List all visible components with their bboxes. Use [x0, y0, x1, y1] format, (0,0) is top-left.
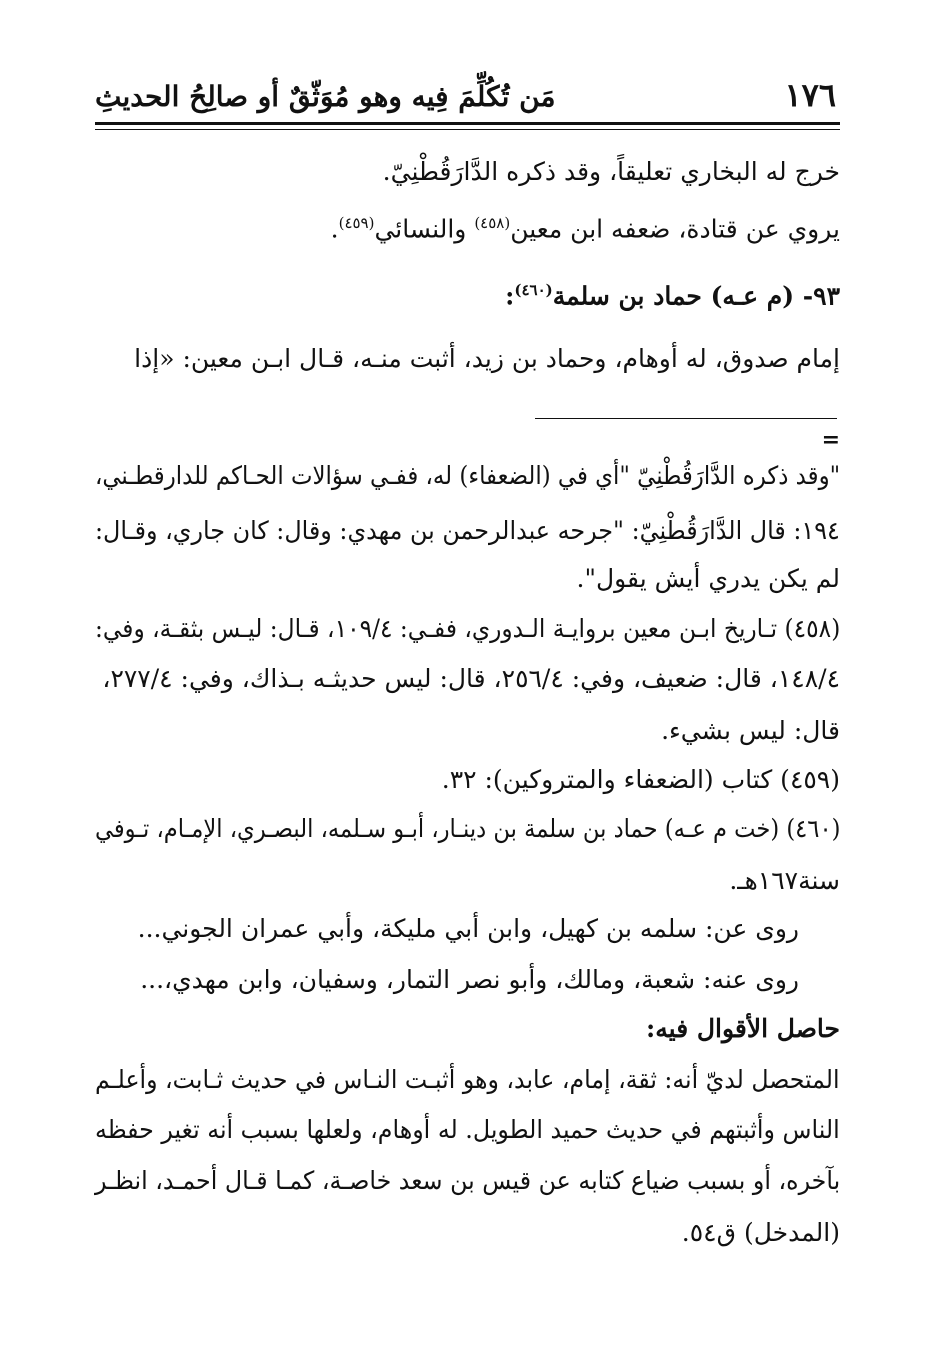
body-text: خرج له البخاري تعليقاً، وقد ذكره الدَّارَقُطْنِيّ.	[382, 157, 840, 186]
body-line-1	[383, 158, 840, 186]
entry-heading-end: :	[505, 281, 515, 311]
body-text: يروي عن قتادة، ضعفه ابن معين	[510, 214, 840, 244]
body-text: .	[330, 214, 339, 244]
footnote-line: (٤٦٠) (خت م عـه) حماد بن سلمة بن دينـار، أبـو سـلمه، البصـري، الإمـام، تـوفي	[94, 814, 840, 843]
footnote-line: (٤٥٨) تـاريخ ابـن معين بروايـة الـدوري، ففـي: ١٠٩/٤، قـال: ليـس بثقـة، وفي:	[94, 614, 840, 643]
page-number: ١٧٦	[784, 76, 836, 114]
footnote-line: روى عن: سلمه بن كهيل، وابن أبي مليكة، وأبي عمران الجوني...	[137, 914, 799, 943]
footnote-line: (٤٥٩) كتاب (الضعفاء والمتروكين): ٣٢.	[441, 765, 840, 794]
footnote-line: "وقد ذكره الدَّارَقُطْنِيّ "أي في (الضعفاء) له، ففـي سؤالات الحـاكم للدارقطـني،	[94, 461, 840, 490]
body-line-2	[331, 215, 840, 243]
footnote-line: (المدخل) ق٥٤.	[681, 1218, 840, 1247]
footnote-line: سنة١٦٧هـ.	[729, 866, 840, 895]
footnote-line: بآخره، أو بسبب ضياع كتابه عن قيس بن سعد خاصـة، كمـا قـال أحمـد، انظـر	[94, 1166, 840, 1195]
footnote-line: قال: ليس بشيء.	[661, 716, 840, 745]
footnote-continuation-mark: =	[821, 427, 840, 453]
body-line-4	[134, 345, 840, 373]
body-text: إمام صدوق، له أوهام، وحماد بن زيد، أثبت منـه، قـال ابـن معين: «إذا	[134, 344, 840, 373]
footnote-ref: (٤٥٨)	[474, 214, 511, 232]
page-header	[95, 62, 840, 128]
footnote-ref: (٤٥٩)	[338, 214, 375, 232]
body-text: والنسائي	[374, 214, 475, 244]
footnote-line: الناس وأثبتهم في حديث حميد الطويل. له أوهام، ولعلها بسبب أنه تغير حفظه	[95, 1115, 840, 1144]
entry-heading	[505, 282, 840, 310]
footnote-line: المتحصل لديّ أنه: ثقة، إمام، عابد، وهو أثبـت النـاس في حديث ثـابت، وأعلـم	[95, 1065, 840, 1094]
entry-heading-text: ٩٣- (م عـه) حماد بن سلمة	[552, 281, 840, 311]
running-title: مَن تُكُلِّمَ فِيه وهو مُوَثّقٌ أو صالِحُ الحديثِ	[95, 80, 556, 113]
footnote-line: ١٩٤: قال الدَّارَقُطْنِيّ: "جرحه عبدالرحمن بن مهدي: وقال: كان جاري، وقـال:	[95, 516, 840, 545]
header-rule-thick	[95, 122, 840, 125]
footnote-line: روى عنه: شعبة، ومالك، وأبو نصر التمار، وسفيان، وابن مهدي،...	[140, 965, 799, 994]
footnote-ref: (٤٦٠)	[514, 281, 553, 299]
header-rule-thin	[95, 129, 840, 130]
footnote-subheading: حاصل الأقوال فيه:	[646, 1014, 840, 1043]
footnote-line: لم يكن يدري أيش يقول".	[576, 564, 840, 593]
footnote-line: ١٤٨/٤، قال: ضعيف، وفي: ٢٥٦/٤، قال: ليس حديثـه بـذاك، وفي: ٢٧٧/٤،	[102, 664, 840, 693]
footnote-separator	[535, 418, 837, 419]
